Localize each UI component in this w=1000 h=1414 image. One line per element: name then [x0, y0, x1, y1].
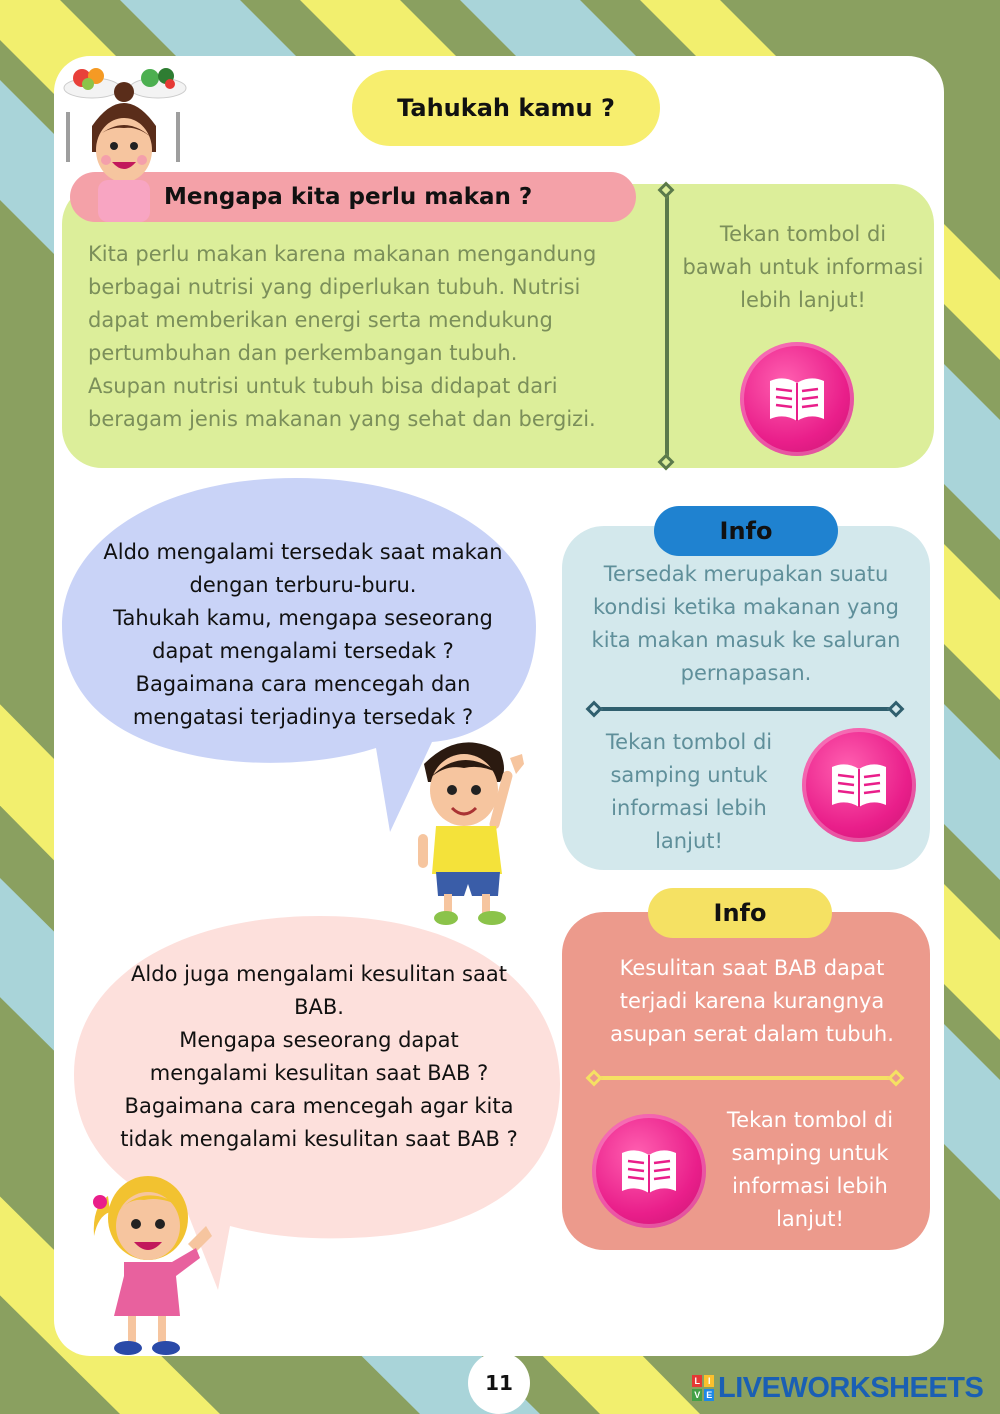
- info-label-2: Info: [648, 888, 832, 938]
- info-line: Kesulitan saat BAB dapat: [619, 956, 885, 980]
- more-info-button-3[interactable]: [592, 1114, 706, 1228]
- note-line: lanjut!: [655, 829, 723, 853]
- press-button-note-side: [586, 726, 792, 858]
- note-line: informasi lebih: [611, 796, 767, 820]
- bubble-line: Bagaimana cara mencegah agar kita: [124, 1094, 514, 1118]
- paragraph-line: berbagai nutrisi yang diperlukan tubuh. Nutrisi: [88, 275, 581, 299]
- boy-aldo-illustration: [412, 734, 532, 930]
- info-line: terjadi karena kurangnya: [619, 989, 885, 1013]
- bubble-2-text: [96, 958, 542, 1156]
- info-line: pernapasan.: [680, 661, 812, 685]
- bubble-line: tidak mengalami kesulitan saat BAB ?: [120, 1127, 518, 1151]
- paragraph-line: pertumbuhan dan perkembangan tubuh.: [88, 341, 518, 365]
- paragraph-line: Asupan nutrisi untuk tubuh bisa didapat dari: [88, 374, 558, 398]
- info-line: kondisi ketika makanan yang: [592, 595, 899, 619]
- note-line: Tekan tombol di: [719, 222, 887, 246]
- book-icon: [828, 761, 890, 809]
- bubble-line: Mengapa seseorang dapat: [179, 1028, 459, 1052]
- page-title: Tahukah kamu ?: [352, 70, 660, 146]
- bubble-line: BAB.: [294, 995, 344, 1019]
- nutrition-paragraph: [88, 238, 648, 436]
- bubble-line: dapat mengalami tersedak ?: [152, 639, 454, 663]
- note-line: Tekan tombol di: [605, 730, 773, 754]
- section-heading: Mengapa kita perlu makan ?: [70, 172, 636, 222]
- bubble-line: mengalami kesulitan saat BAB ?: [149, 1061, 489, 1085]
- girl-waving-illustration: [84, 1166, 216, 1362]
- press-button-note: [672, 218, 934, 317]
- liveworksheets-mark-icon: L I V E: [692, 1375, 714, 1401]
- note-line: informasi lebih: [732, 1174, 888, 1198]
- info-line: kita makan masuk ke saluran: [591, 628, 901, 652]
- paragraph-line: dapat memberikan energi serta mendukung: [88, 308, 553, 332]
- note-line: lebih lanjut!: [740, 288, 866, 312]
- info-line: Tersedak merupakan suatu: [603, 562, 889, 586]
- bubble-1-text: [82, 536, 524, 734]
- more-info-button-1[interactable]: [740, 342, 854, 456]
- bubble-line: Aldo mengalami tersedak saat makan: [103, 540, 503, 564]
- liveworksheets-logo[interactable]: [692, 1370, 983, 1406]
- info-line: asupan serat dalam tubuh.: [610, 1022, 894, 1046]
- constipation-info-text: [570, 952, 934, 1051]
- note-line: bawah untuk informasi: [682, 255, 924, 279]
- vertical-divider: [665, 190, 669, 462]
- press-button-note-side-2: [712, 1104, 908, 1236]
- info-2-divider: [594, 1076, 898, 1080]
- info-label-1: Info: [654, 506, 838, 556]
- note-line: lanjut!: [776, 1207, 844, 1231]
- choking-info-text: [568, 558, 924, 690]
- note-line: samping untuk: [731, 1141, 889, 1165]
- bubble-line: Bagaimana cara mencegah dan: [135, 672, 471, 696]
- book-icon: [618, 1147, 680, 1195]
- more-info-button-2[interactable]: [802, 728, 916, 842]
- note-line: Tekan tombol di: [726, 1108, 894, 1132]
- bubble-line: dengan terburu-buru.: [189, 573, 417, 597]
- paragraph-line: beragam jenis makanan yang sehat dan bergizi.: [88, 407, 596, 431]
- paragraph-line: Kita perlu makan karena makanan mengandung: [88, 242, 597, 266]
- page-number: 11: [468, 1352, 530, 1414]
- info-1-divider: [594, 707, 898, 711]
- girl-eating-illustration: [58, 62, 192, 222]
- bubble-line: Aldo juga mengalami kesulitan saat: [131, 962, 507, 986]
- note-line: samping untuk: [610, 763, 768, 787]
- bubble-line: Tahukah kamu, mengapa seseorang: [113, 606, 493, 630]
- book-icon: [766, 375, 828, 423]
- brand-name: LIVEWORKSHEETS: [718, 1371, 984, 1404]
- bubble-line: mengatasi terjadinya tersedak ?: [132, 705, 474, 729]
